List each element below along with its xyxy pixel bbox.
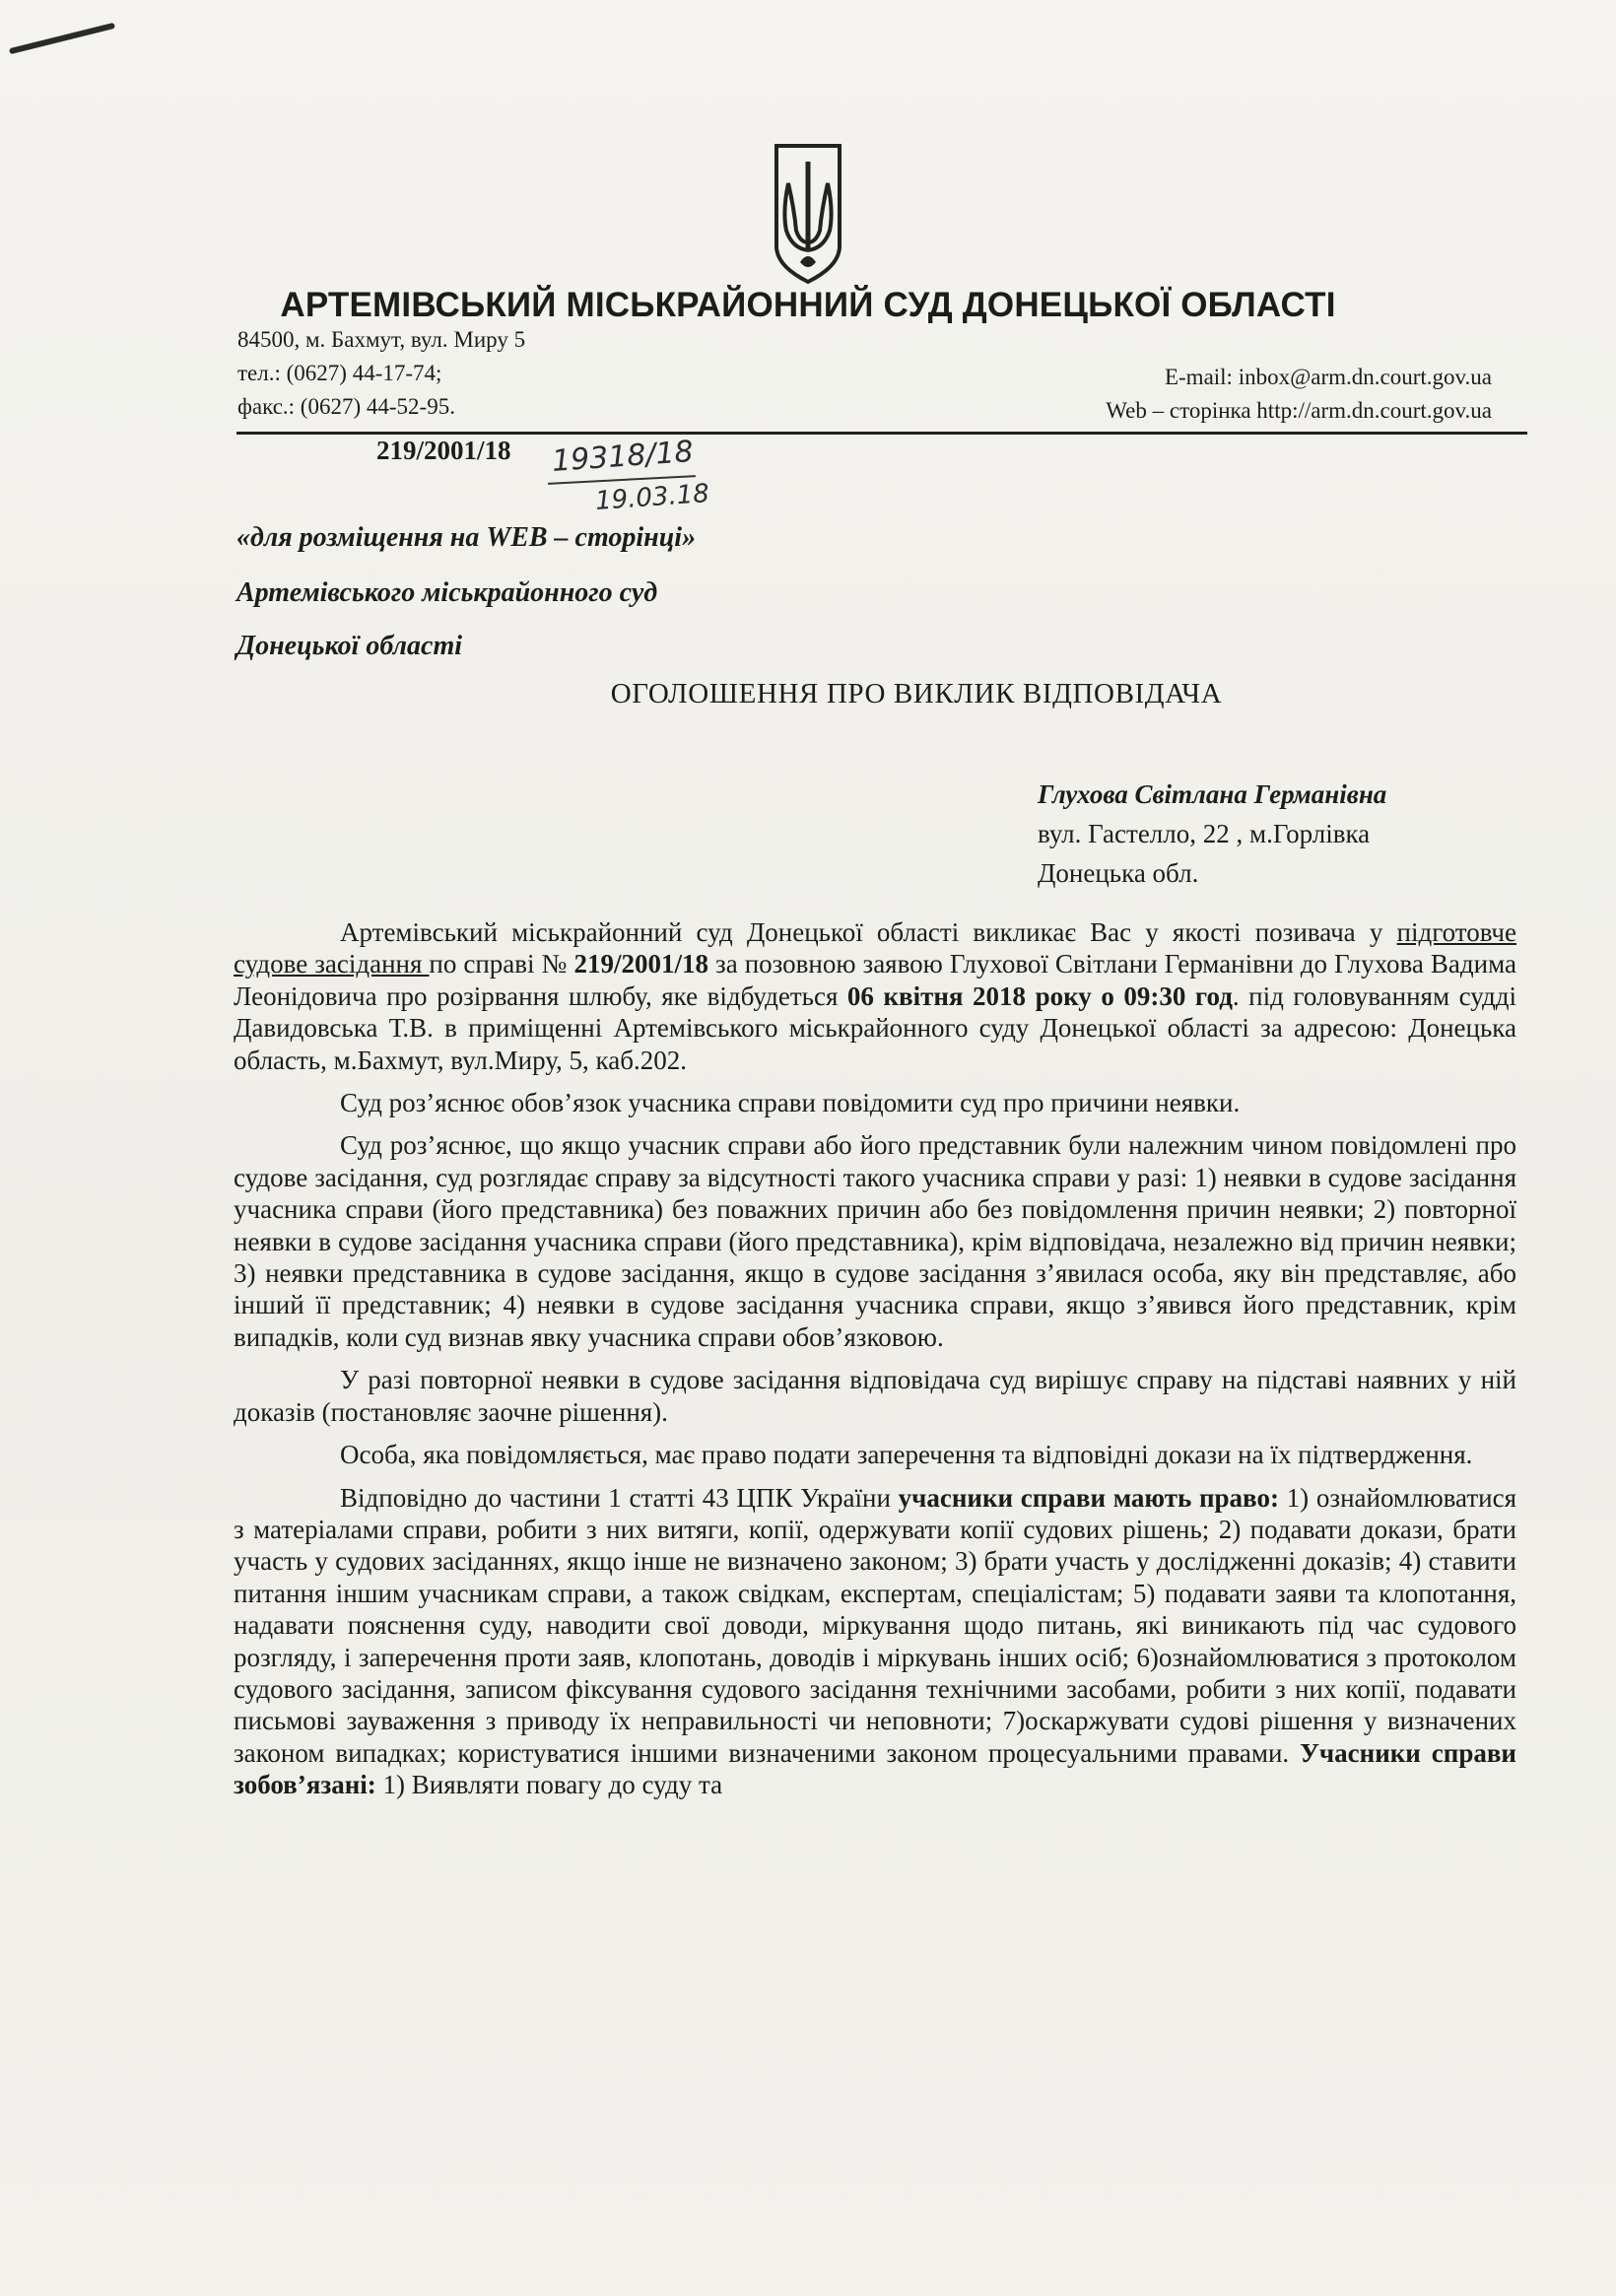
rights-intro: Відповідно до частини 1 статті 43 ЦПК України [340,1482,899,1513]
recipient-block [1038,775,1386,893]
paragraph-participant-rights [234,1482,1516,1801]
recipient-region: Донецька обл. [1038,858,1199,888]
hearing-datetime: 06 квітня 2018 року о 09:30 год [846,980,1233,1011]
handwritten-registration-number: 19318/18 [550,435,695,479]
trident-emblem-icon [771,140,845,288]
header-divider [236,432,1527,435]
duties-heading: Учасники справи зобов’язані: [234,1737,1516,1800]
notice-body [234,916,1516,1812]
web-placement-label: «для розміщення на WEB – сторінці» [236,522,697,553]
rights-list: 1) ознайомлюватися з матеріалами справи, робити з них витяги, копії, одержувати копії судових рішень; 2) подавати докази, брати участь у судових засіданнях, якщо інше не визначено законом; 3) брати участь у дослідженні доказів; 4) ставити питання іншим учасникам справи, а також свідкам, експертам, спеціалістам; 5) подавати заяви та клопотання, надавати пояснення суду, наводити свої доводи, міркування щодо питань, які виникають під час судового розгляду, і заперечення проти заяв, клопотань, доводів і міркувань інших осіб; 6)ознайомлюватися з протоколом судового засідання, записом фіксування судового засідання технічними засобами, робити з них копії, подавати письмові зауваження з приводу їх неправильності чи неповноти; 7)оскаржувати судові рішення у визначених законом випадках; користуватися іншими визначеними законом процесуальними правами. [234,1482,1516,1768]
court-website: Web – сторінка http://arm.dn.court.gov.ua [1106,398,1492,423]
scan-pen-mark [9,23,115,54]
paragraph-default-judgment: У разі повторної неявки в судове засідання відповідача суд вирішує справу на підставі наявних у ній доказів (постановляє заочне рішення). [234,1365,1516,1427]
summons-case-number: 219/2001/18 [573,949,709,979]
paragraph-objection-right: Особа, яка повідомляється, має право подати заперечення та відповідні докази на їх підтвердження. [340,1440,1473,1470]
rights-heading: учасники справи мають право: [898,1482,1279,1513]
contact-block-left [237,323,525,424]
summons-text-4: . під головуванням судді Давидовська Т.В. в приміщенні Артемівського міськрайонного суду Донецької області за адресою: Донецька область, м.Бахмут, вул.Миру, 5, каб.202. [234,980,1516,1075]
court-phone: тел.: (0627) 44-17-74; [237,361,442,385]
summons-text-3: за позовною заявою Глухової Світлани Германівни до Глухова Вадима Леонідовича про розірвання шлюбу, яке відбудеться [234,949,1516,1011]
paragraph-summons [234,916,1516,1076]
summons-text-2: по справі № [429,949,574,979]
hearing-type: підготовче судове засідання [234,917,1516,979]
recipient-street: вул. Гастелло, 22 , м.Горлівка [1038,819,1371,848]
document-title: ОГОЛОШЕННЯ ПРО ВИКЛИК ВІДПОВІДАЧА [610,678,1223,709]
handwritten-date: 19.03.18 [594,478,710,517]
duties-list: 1) Виявляти повагу до суду та [375,1770,723,1800]
court-address: 84500, м. Бахмут, вул. Миру 5 [237,327,526,352]
paragraph-absence-rules: Суд роз’яснює, що якщо учасник справи або його представник були належним чином повідомлені про судове засідання, суд розглядає справу за відсутності такого учасника справи у разі: 1) неявки в судове засідання учасника справи (його представника) без поважних причин або без повідомлення причин неявки; 2) повторної неявки в судове засідання учасника справи (його представника), крім відповідача, незалежно від причин неявки; 3) неявки представника в судове засідання, якщо в судове засідання з’явилася особа, яку він представляє, або інший її представник; 4) неявки в судове засідання учасника справи, якщо з’явився його представник, крім випадків, коли суд визнав явку учасника справи обов’язковою. [234,1130,1516,1352]
case-number: 219/2001/18 [376,436,511,465]
summons-text-1: Артемівський міськрайонний суд Донецької області викликає Вас у якості позивача у [340,917,1397,947]
court-title: АРТЕМІВСЬКИЙ МІСЬКРАЙОННИЙ СУД ДОНЕЦЬКОЇ ОБЛАСТІ [280,286,1336,324]
recipient-name: Глухова Світлана Германівна [1038,779,1387,809]
court-fax: факс.: (0627) 44-52-95. [237,394,455,419]
paragraph-obligation: Суд роз’яснює обов’язок учасника справи повідомити суд про причини неявки. [340,1088,1241,1118]
contact-block-right [1106,361,1492,428]
court-email: E-mail: inbox@arm.dn.court.gov.ua [1164,365,1492,389]
issuing-court-line-2: Донецької області [236,631,463,661]
issuing-court-line-1: Артемівського міськрайонного суд [236,577,658,608]
